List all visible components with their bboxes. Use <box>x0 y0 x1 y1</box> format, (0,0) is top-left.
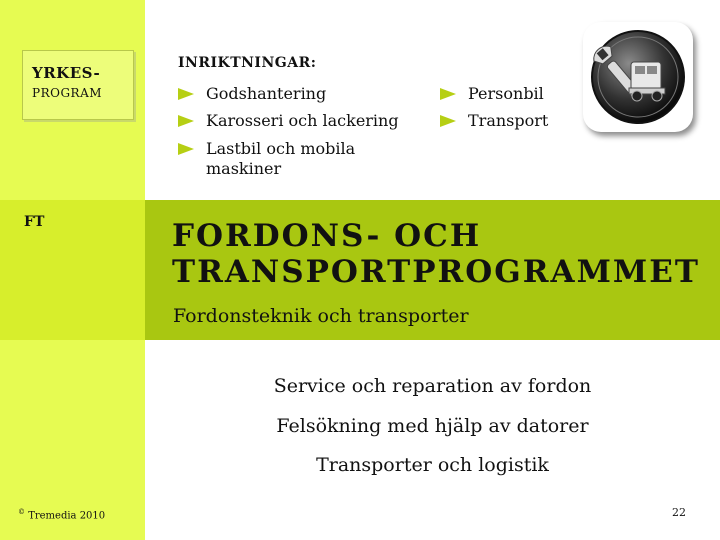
page-title-line2: TRANSPORTPROGRAMMET <box>172 254 700 290</box>
content-line: Transporter och logistik <box>316 454 549 476</box>
list-item-label: Personbil <box>468 84 544 103</box>
page-title-line1: FORDONS- OCH <box>172 218 482 254</box>
list-item <box>178 111 399 130</box>
list-item-label: Transport <box>468 111 549 130</box>
copyright <box>18 508 105 521</box>
arrow-bullet-icon <box>178 143 194 155</box>
list-item <box>440 111 548 130</box>
title-band-left <box>0 200 145 340</box>
arrow-bullet-icon <box>178 88 194 100</box>
program-icon-tile <box>583 22 693 132</box>
content-line: Service och reparation av fordon <box>273 375 592 397</box>
program-label-line2: PROGRAM <box>32 86 103 100</box>
content-line: Felsökning med hjälp av datorer <box>276 415 589 437</box>
arrow-bullet-icon <box>178 115 194 127</box>
program-label-box <box>22 50 134 120</box>
program-code: FT <box>24 214 45 230</box>
copyright-text: Tremedia 2010 <box>28 510 106 522</box>
list-item-label: Godshantering <box>206 84 327 103</box>
arrow-bullet-icon <box>440 115 456 127</box>
page-title <box>172 218 700 290</box>
list-item <box>178 84 326 103</box>
inriktningar-title: INRIKTNINGAR: <box>178 55 317 71</box>
program-label-line1: YRKES- <box>32 64 101 82</box>
arrow-bullet-icon <box>440 88 456 100</box>
page-subtitle: Fordonsteknik och transporter <box>173 305 469 327</box>
page-number: 22 <box>672 506 686 519</box>
list-item <box>440 84 544 103</box>
copyright-symbol: © <box>18 508 25 516</box>
list-item-label: Lastbil och mobila maskiner <box>206 139 356 178</box>
list-item-label: Karosseri och lackering <box>206 111 399 130</box>
list-item <box>178 139 388 179</box>
wrench-and-truck-icon <box>583 22 693 132</box>
